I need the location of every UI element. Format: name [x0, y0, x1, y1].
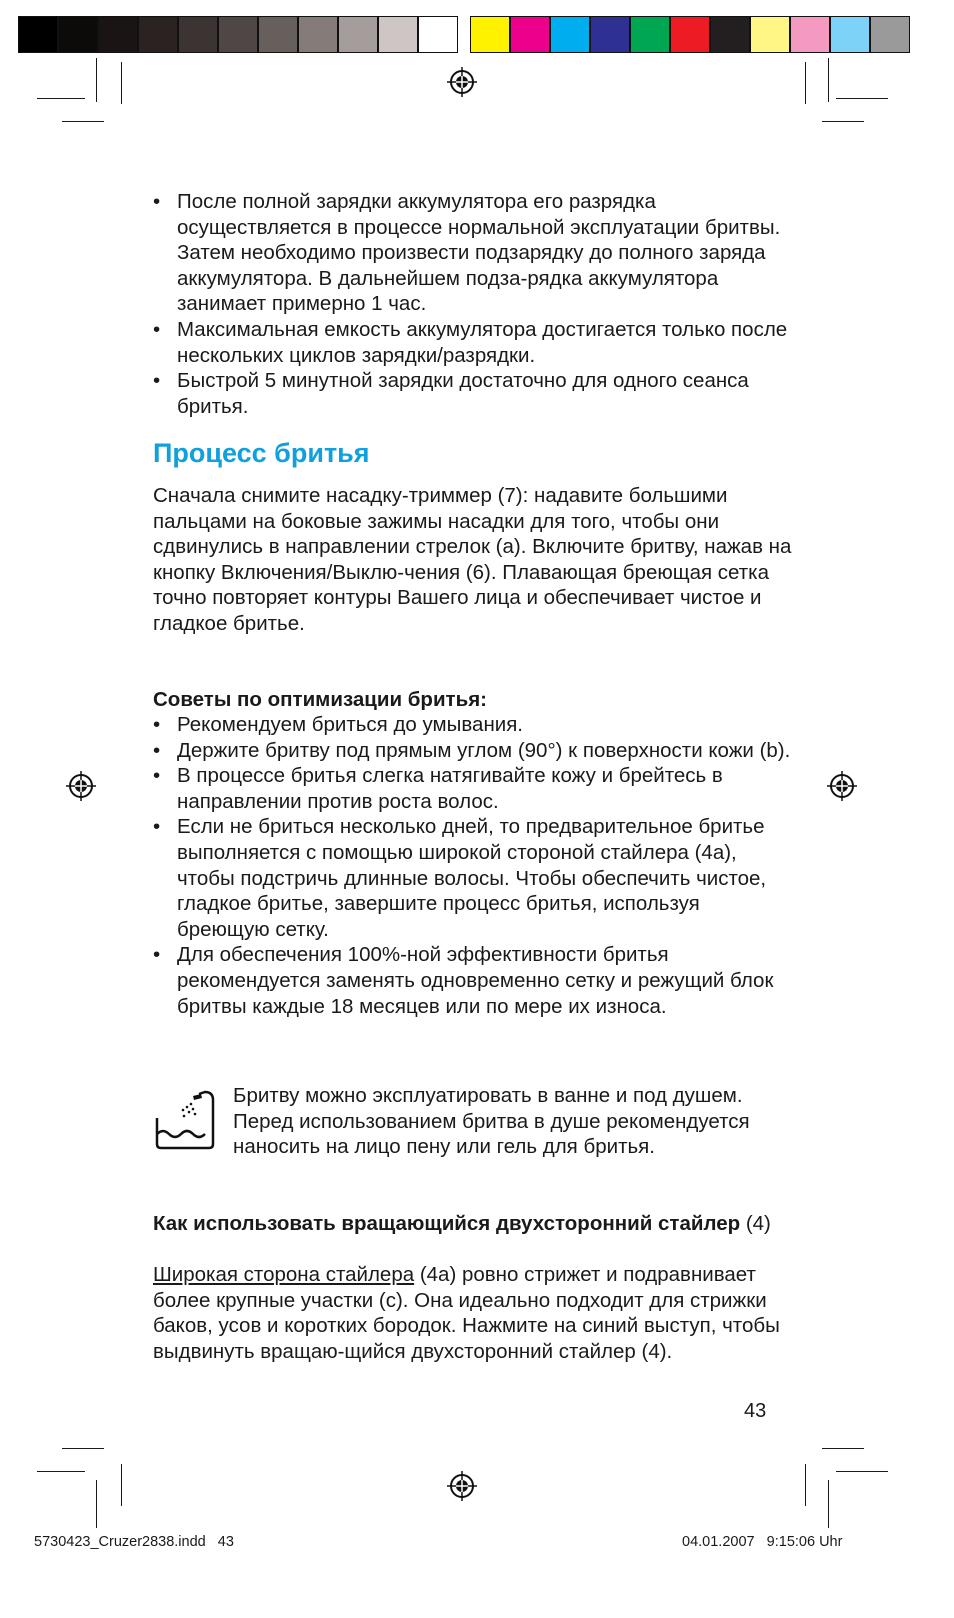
grey-swatch: [218, 16, 258, 53]
color-swatch: [630, 16, 670, 53]
grey-swatch: [98, 16, 138, 53]
shower-bath-icon: [153, 1088, 223, 1150]
shaving-intro-paragraph: Сначала снимите насадку-триммер (7): надавите большими пальцами на боковые зажимы насадки для того, чтобы они сдвинулись в направлении стрелок (a). Включите бритву, нажав на кнопку Включения/Выклю-чения (6). Плавающая бреющая сетка точно повторяет контуры Вашего лица и обеспечивает чистое и гладкое бритье.: [153, 484, 792, 635]
shower-note: Бритву можно эксплуатировать в ванне и под душем. Перед использованием бритва в душе рекомендуется наносить на лицо пену или гель для бритья.: [233, 1084, 750, 1159]
grey-swatch: [58, 16, 98, 53]
grey-swatch: [418, 16, 458, 53]
list-item: • Рекомендуем бриться до умывания.: [153, 712, 793, 738]
list-item: • Держите бритву под прямым углом (90°) к поверхности кожи (b).: [153, 738, 793, 764]
registration-mark-icon: [447, 1471, 477, 1501]
color-swatch: [510, 16, 550, 53]
registration-mark-icon: [447, 67, 477, 97]
list-item: • Максимальная емкость аккумулятора достигается только после нескольких циклов зарядки/разрядки.: [153, 317, 793, 368]
grey-swatch: [298, 16, 338, 53]
grey-swatch: [258, 16, 298, 53]
grey-swatch: [378, 16, 418, 53]
styler-paragraph: [153, 1262, 793, 1364]
color-swatch: [670, 16, 710, 53]
styler-heading-ref: (4): [740, 1212, 771, 1235]
grey-swatch: [18, 16, 58, 53]
section-heading: Процесс бритья: [153, 438, 370, 468]
list-item: • В процессе бритья слегка натягивайте кожу и брейтесь в направлении против роста волос.: [153, 763, 793, 814]
footer-filename: 5730423_Cruzer2838.indd 43: [34, 1534, 234, 1550]
color-swatch: [750, 16, 790, 53]
list-item: • Быстрой 5 минутной зарядки достаточно для одного сеанса бритья.: [153, 368, 793, 419]
color-swatch: [470, 16, 510, 53]
color-swatch: [710, 16, 750, 53]
color-swatch: [830, 16, 870, 53]
styler-text: (4a) ровно стрижет и подравнивает более крупные участки (c). Она идеально подходит для стрижки баков, усов и коротких бородок. Нажмите на синий выступ, чтобы выдвинуть вращаю-щийся двухсторонний стайлер (4).: [153, 1263, 780, 1363]
list-item: • Для обеспечения 100%-ной эффективности бритья рекомендуется заменять одновременно сетку и режущий блок бритвы каждые 18 месяцев или по мере их износа.: [153, 942, 793, 1019]
registration-mark-icon: [827, 771, 857, 801]
grey-swatch: [138, 16, 178, 53]
footer-timestamp: 04.01.2007 9:15:06 Uhr: [682, 1534, 843, 1550]
styler-underlined-term: Широкая сторона стайлера: [153, 1263, 415, 1286]
list-item: • После полной зарядки аккумулятора его разрядка осуществляется в процессе нормальной эксплуатации бритвы. Затем необходимо произвести подзарядку до полного заряда аккумулятора. В дальнейшем подза-рядка аккумулятора занимает примерно 1 час.: [153, 189, 793, 317]
tips-heading: Советы по оптимизации бритья:: [153, 688, 487, 711]
page-number: 43: [744, 1400, 767, 1422]
tips-bullet-list: [153, 712, 793, 1019]
styler-heading: [153, 1211, 793, 1237]
charging-bullet-list: [153, 189, 793, 419]
color-swatch: [590, 16, 630, 53]
grey-swatch: [178, 16, 218, 53]
color-swatch: [790, 16, 830, 53]
color-swatch: [870, 16, 910, 53]
styler-heading-text: Как использовать вращающийся двухсторонний стайлер: [153, 1212, 741, 1235]
registration-mark-icon: [66, 771, 96, 801]
color-swatch: [550, 16, 590, 53]
list-item: • Если не бриться несколько дней, то предварительное бритье выполняется с помощью широкой стороной стайлера (4a), чтобы подстричь длинные волосы. Чтобы обеспечить чистое, гладкое бритье, завершите процесс бритья, используя бреющую сетку.: [153, 814, 793, 942]
grey-swatch: [338, 16, 378, 53]
